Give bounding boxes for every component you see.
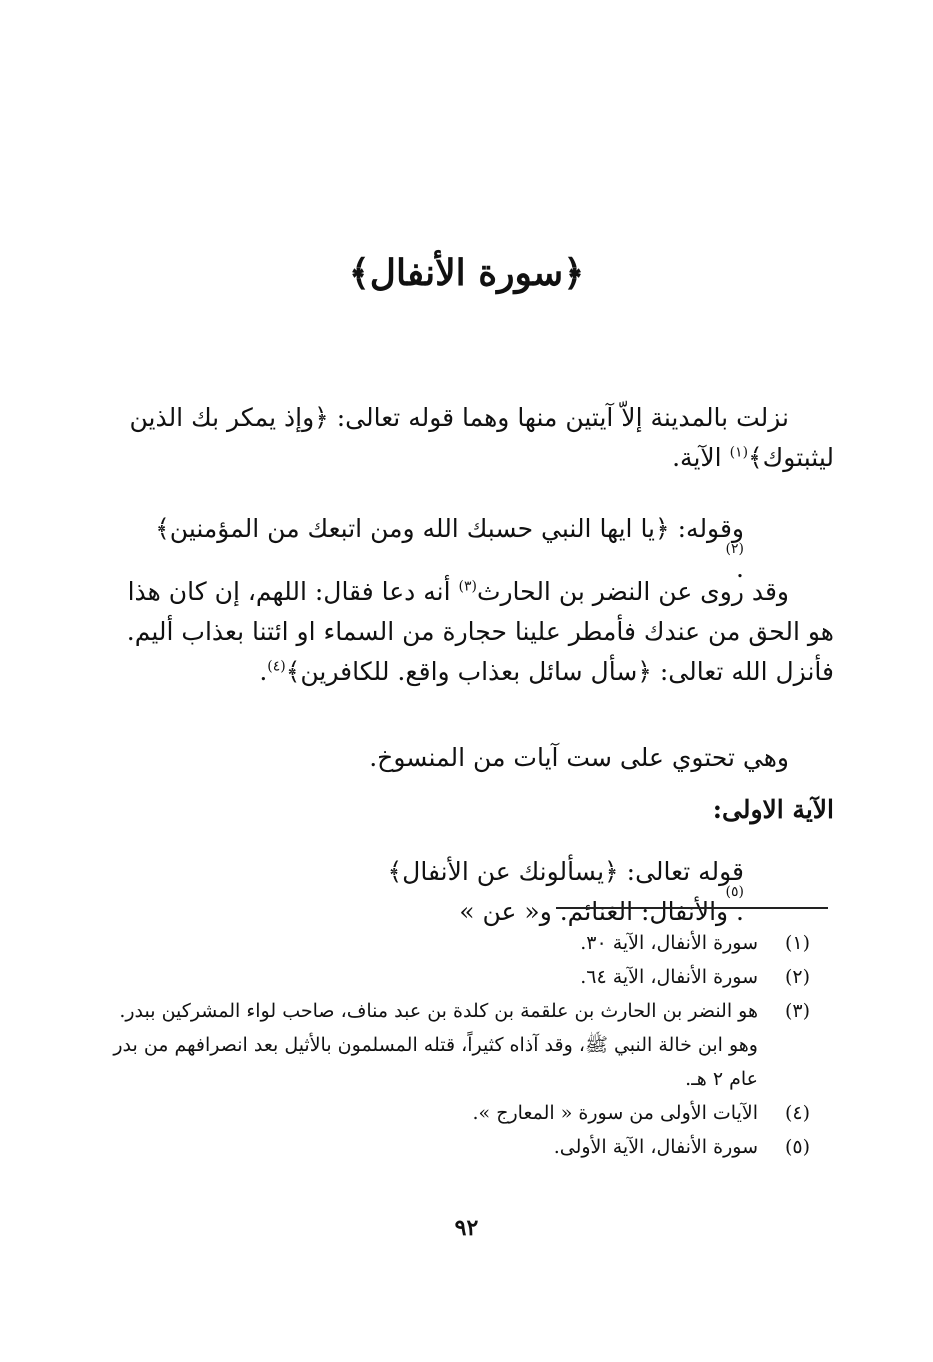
footnote-item — [110, 1096, 810, 1130]
paragraph-1-line-2 — [84, 438, 834, 478]
paragraph-2-line: وقوله: ﴿يا ايها النبي حسبك الله ومن اتبعك من المؤمنين﴾ (٢) . — [84, 509, 834, 589]
footnote-text: هو النضر بن الحارث بن علقمة بن كلدة بن عبد مناف، صاحب لواء المشركين ببدر. وهو ابن خالة النبي ﷺ، وقد آذاه كثيراً، قتله المسلمون بالأثيل بعد انصرافهم من بدر عام ٢ هـ. — [113, 1000, 758, 1090]
paragraph-3-line-2: هو الحق من عندك فأمطر علينا حجارة من السماء او ائتنا بعذاب أليم. — [126, 617, 834, 646]
paragraph-1-text-end: الآية. — [672, 443, 730, 472]
footnote-text: الآيات الأولى من سورة « المعارج ». — [472, 1102, 758, 1124]
footnote-text: سورة الأنفال، الآية ٦٤. — [580, 966, 758, 988]
footnote-number: (٣) — [784, 1000, 810, 1022]
paragraph-3-text-cont: أنه دعا فقال: اللهم، إن كان هذا — [127, 577, 459, 606]
paragraph-3-text-end: . — [259, 657, 268, 686]
paragraph-2-text: وقوله: ﴿يا ايها النبي حسبك الله ومن اتبعك من المؤمنين﴾ — [155, 514, 744, 543]
footnote-item — [110, 926, 810, 960]
paragraph-2-text-end: . — [736, 554, 744, 583]
footnote-ref-1: (١) — [729, 444, 749, 461]
paragraph-1-line-1: نزلت بالمدينة إلاّ آيتين منها وهما قوله تعالى: ﴿وإذ يمكر بك الذين — [129, 403, 789, 432]
footnote-ref-3: (٣) — [458, 578, 477, 595]
paragraph-3-text: وقد روى عن النضر بن الحارث — [476, 577, 789, 606]
footnotes — [110, 926, 810, 1164]
page-number: ٩٢ — [454, 1215, 479, 1241]
paragraph-4-text: وهي تحتوي على ست آيات من المنسوخ. — [369, 743, 789, 772]
surah-title: ﴿سورة الأنفال﴾ — [348, 252, 585, 294]
footnote-number: (٢) — [784, 966, 810, 988]
footnote-text: سورة الأنفال، الآية ٣٠. — [580, 932, 758, 954]
footnote-number: (٥) — [784, 1136, 810, 1158]
footnote-item — [110, 994, 810, 1096]
paragraph-3-text-3: فأنزل الله تعالى: ﴿سأل سائل بعذاب واقع. للكافرين﴾ — [285, 657, 834, 686]
footnote-ref-4: (٤) — [267, 658, 286, 675]
paragraph-1 — [84, 398, 834, 478]
paragraph-5 — [84, 852, 834, 932]
paragraph-1-text: ليثبتوك﴾ — [748, 443, 834, 472]
footnote-number: (٤) — [784, 1102, 810, 1124]
paragraph-3-line-3 — [84, 652, 834, 692]
paragraph-5-text-end: . والأنفال: الغنائم. و« عن » — [459, 897, 744, 926]
paragraph-4 — [84, 738, 834, 778]
footnote-item — [110, 1130, 810, 1164]
section-heading: الآية الاولى: — [712, 795, 834, 824]
footnote-item — [110, 960, 810, 994]
paragraph-3-line-1 — [84, 572, 834, 612]
footnote-text: سورة الأنفال، الآية الأولى. — [553, 1136, 758, 1158]
paragraph-3 — [84, 572, 834, 692]
paragraph-5-line: قوله تعالى: ﴿يسألونك عن الأنفال﴾ (٥) . والأنفال: الغنائم. و« عن » — [84, 852, 834, 932]
paragraph-5-text: قوله تعالى: ﴿يسألونك عن الأنفال﴾ — [387, 857, 744, 886]
footnote-number: (١) — [784, 932, 810, 954]
footnote-divider — [556, 907, 828, 909]
